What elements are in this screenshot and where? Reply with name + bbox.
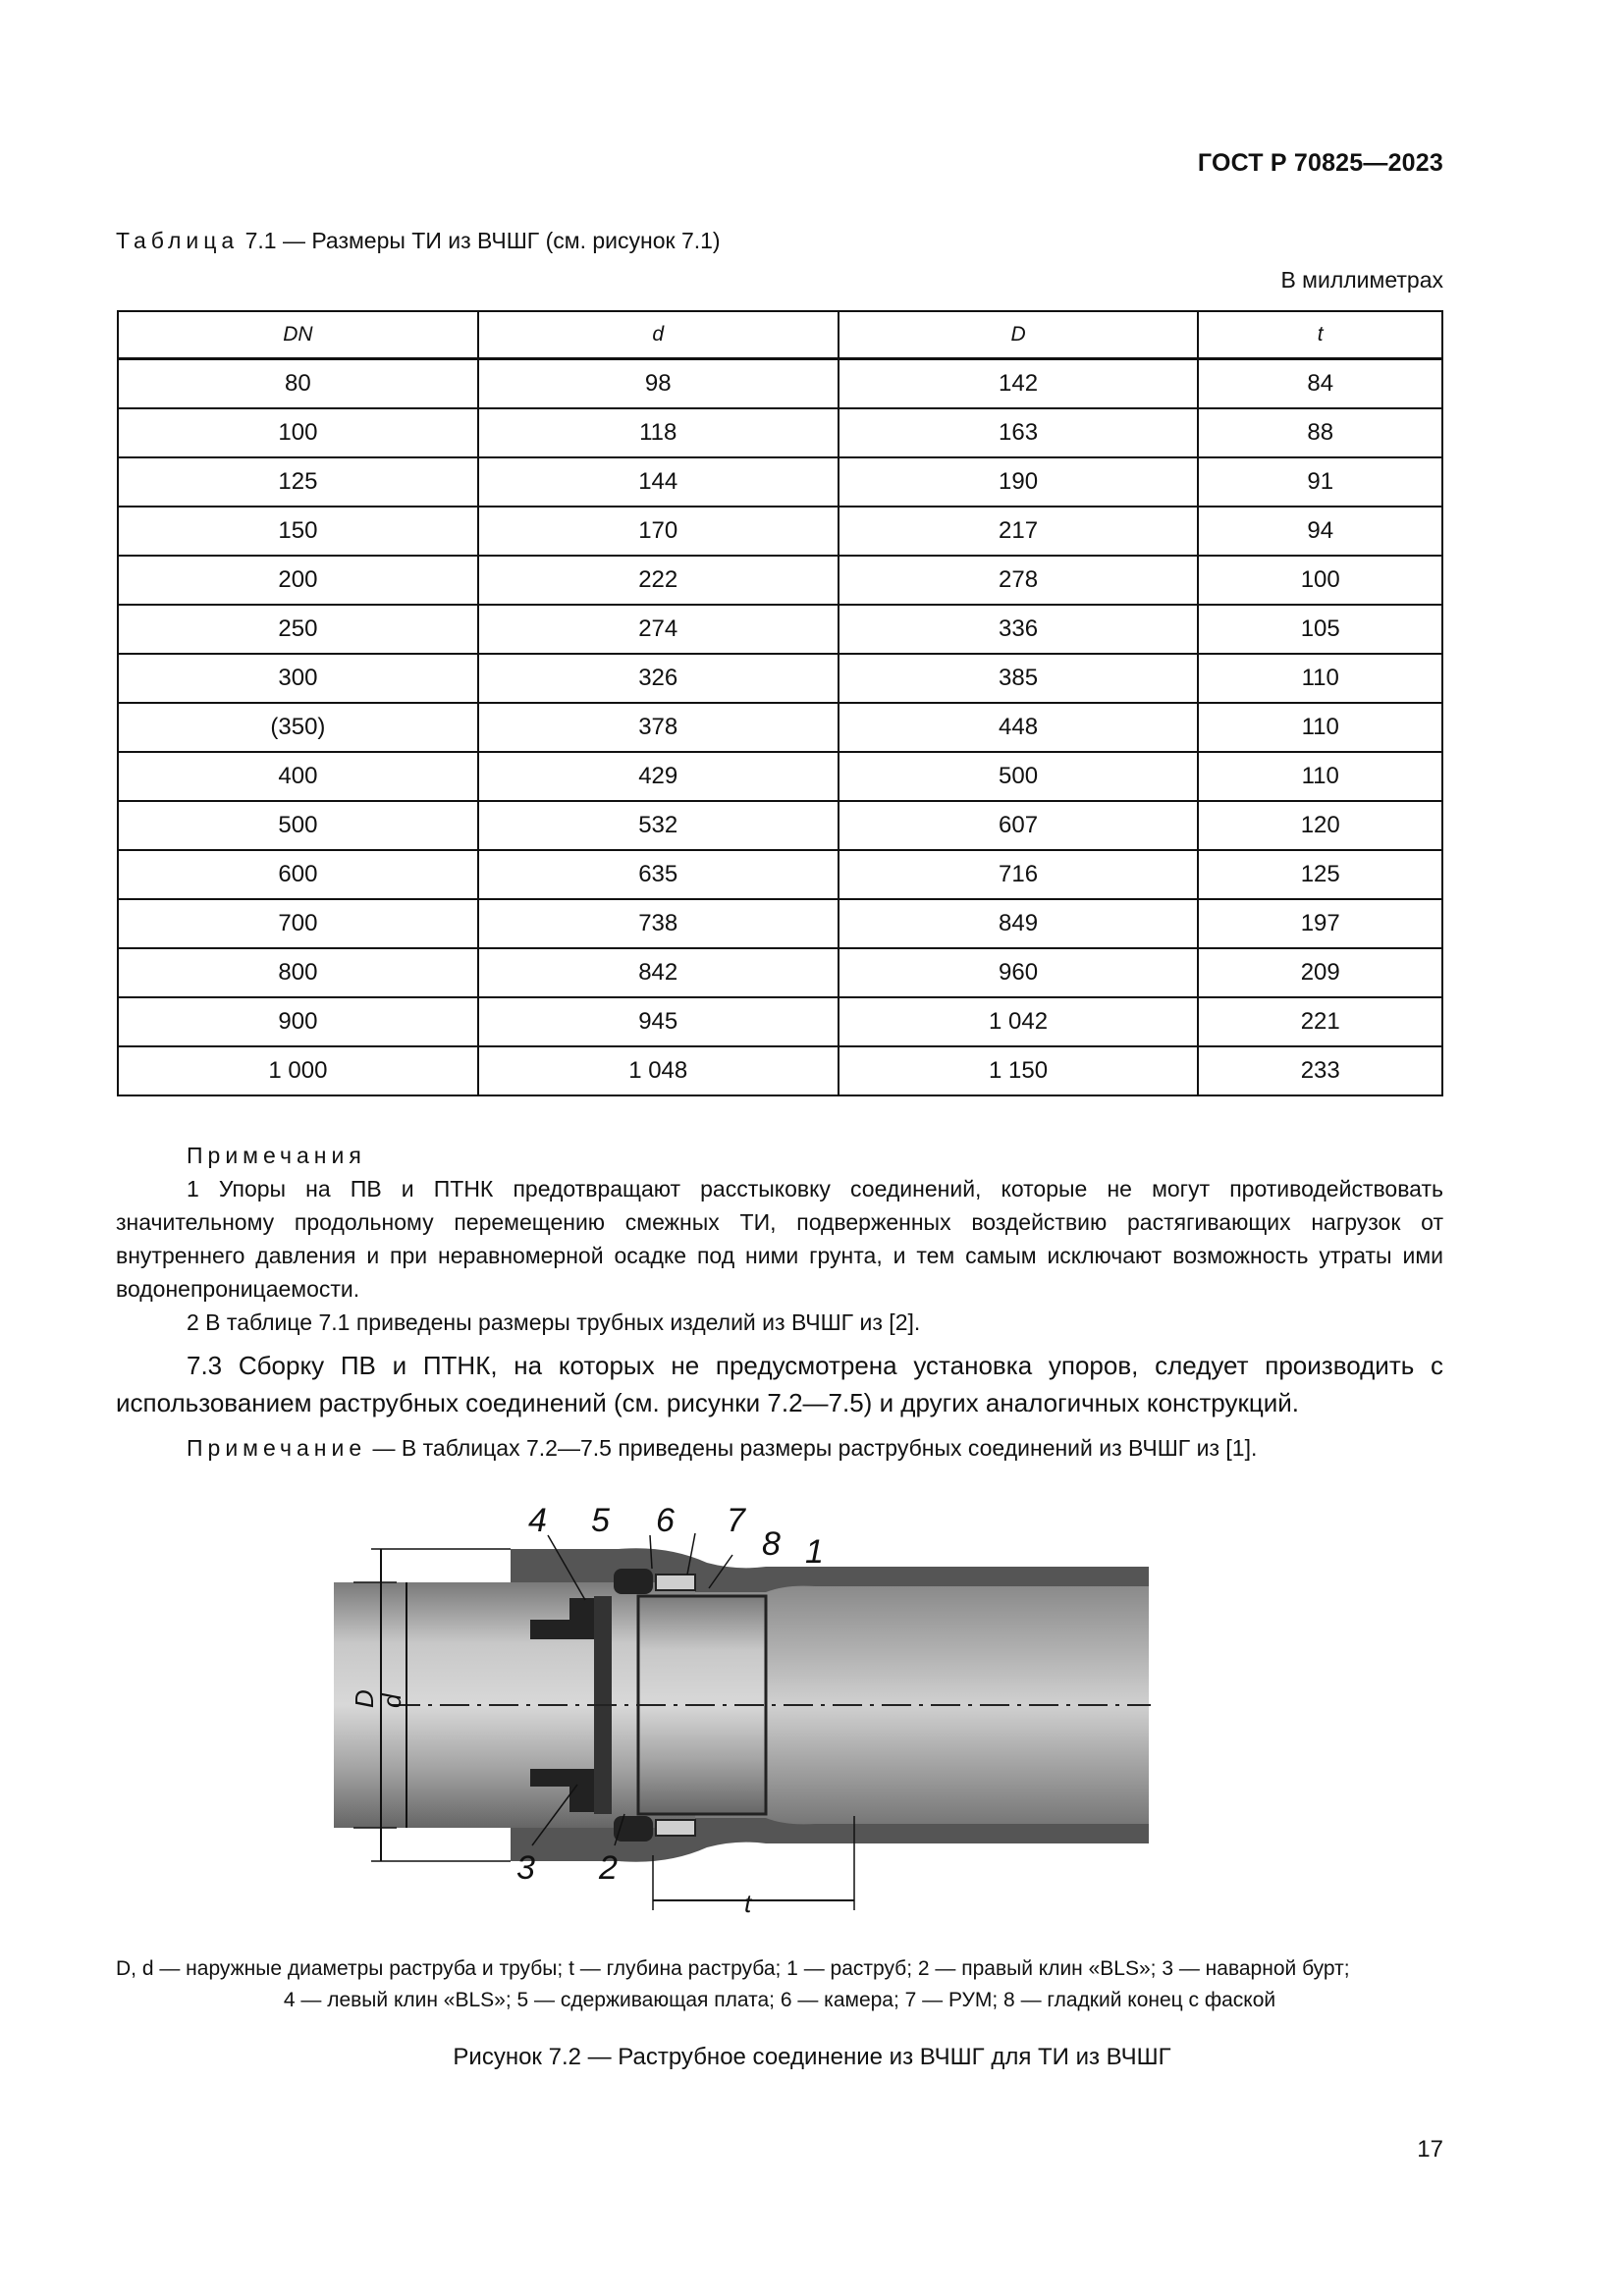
table-cell: 500 <box>839 752 1199 801</box>
table-cell: 88 <box>1198 408 1442 457</box>
table-row <box>118 605 1442 654</box>
table-cell: 1 048 <box>478 1046 839 1095</box>
table-cell: 300 <box>118 654 478 703</box>
table-row <box>118 997 1442 1046</box>
note-2: 2 В таблице 7.1 приведены размеры трубных изделий из ВЧШГ из [2]. <box>187 1309 921 1335</box>
table-cell: 532 <box>478 801 839 850</box>
document-code: ГОСТ Р 70825—2023 <box>1197 149 1443 177</box>
table-row <box>118 654 1442 703</box>
table-cell: 91 <box>1198 457 1442 507</box>
table-cell: 170 <box>478 507 839 556</box>
rum-top <box>656 1575 695 1590</box>
table-caption-label: Таблица <box>116 228 240 253</box>
table-row <box>118 850 1442 899</box>
column-header-outer-d: D <box>839 311 1199 359</box>
callout-7: 7 <box>727 1502 745 1539</box>
column-header-t: t <box>1198 311 1442 359</box>
table-cell: 98 <box>478 359 839 409</box>
table-header-row <box>118 311 1442 359</box>
callout-2: 2 <box>599 1849 618 1887</box>
table-cell: 80 <box>118 359 478 409</box>
table-cell: 336 <box>839 605 1199 654</box>
table-cell: 120 <box>1198 801 1442 850</box>
table-cell: 150 <box>118 507 478 556</box>
table-cell: 163 <box>839 408 1199 457</box>
table-cell: 716 <box>839 850 1199 899</box>
table-cell: 900 <box>118 997 478 1046</box>
table-caption-text: 7.1 — Размеры ТИ из ВЧШГ (см. рисунок 7.1) <box>244 228 721 253</box>
table-cell: 945 <box>478 997 839 1046</box>
legend-line-1: D, d — наружные диаметры раструба и трубы; t — глубина раструба; 1 — раструб; 2 — правый клин «BLS»; 3 — наварной бурт; <box>116 1957 1350 1980</box>
table-cell: 190 <box>839 457 1199 507</box>
callout-5: 5 <box>591 1502 610 1539</box>
paragraph-7-3: 7.3 Сборку ПВ и ПТНК, на которых не предусмотрена установка упоров, следует производить с использованием раструбных соединений (см. рисунки 7.2—7.5) и других аналогичных конструкций. <box>116 1351 1443 1417</box>
table-row <box>118 1046 1442 1095</box>
table-cell: 200 <box>118 556 478 605</box>
table-row <box>118 703 1442 752</box>
table-row <box>118 752 1442 801</box>
table-caption <box>116 228 721 254</box>
table-cell: 142 <box>839 359 1199 409</box>
table-cell: 635 <box>478 850 839 899</box>
rum-bottom <box>656 1820 695 1836</box>
notes-section <box>116 1139 1443 1465</box>
table-row <box>118 457 1442 507</box>
table-cell: 274 <box>478 605 839 654</box>
table-cell: 448 <box>839 703 1199 752</box>
callout-4: 4 <box>528 1502 547 1539</box>
table-row <box>118 359 1442 409</box>
table-cell: 222 <box>478 556 839 605</box>
single-note <box>116 1431 1443 1465</box>
table-cell: 110 <box>1198 703 1442 752</box>
table-cell: 607 <box>839 801 1199 850</box>
table-cell: 125 <box>1198 850 1442 899</box>
table-cell: 1 042 <box>839 997 1199 1046</box>
table-cell: 118 <box>478 408 839 457</box>
table-row <box>118 801 1442 850</box>
table-cell: 429 <box>478 752 839 801</box>
table-cell: 221 <box>1198 997 1442 1046</box>
table-cell: 960 <box>839 948 1199 997</box>
gasket-top <box>614 1569 653 1594</box>
table-cell: 500 <box>118 801 478 850</box>
table-row <box>118 556 1442 605</box>
table-cell: 233 <box>1198 1046 1442 1095</box>
table-cell: 110 <box>1198 654 1442 703</box>
table-row <box>118 948 1442 997</box>
table-cell: 84 <box>1198 359 1442 409</box>
figure-legend <box>116 1953 1443 2016</box>
legend-line-2: 4 — левый клин «BLS»; 5 — сдерживающая плата; 6 — камера; 7 — РУМ; 8 — гладкий конец с фаской <box>283 1989 1276 2011</box>
note-1: 1 Упоры на ПВ и ПТНК предотвращают расстыковку соединений, которые не могут противодействовать значительному продольному перемещению смежных ТИ, подверженных воздействию растягивающих нагрузок от внутреннего давления и при неравномерной осадке под ними грунта, и тем самым исключают возможность утраты ими водонепроницаемости. <box>116 1176 1443 1302</box>
socket-joint-figure <box>350 1502 1159 1918</box>
callout-1: 1 <box>805 1533 824 1571</box>
table-cell: 197 <box>1198 899 1442 948</box>
table-row <box>118 408 1442 457</box>
table-cell: 110 <box>1198 752 1442 801</box>
table-cell: (350) <box>118 703 478 752</box>
table-cell: 600 <box>118 850 478 899</box>
table-cell: 378 <box>478 703 839 752</box>
table-cell: 217 <box>839 507 1199 556</box>
single-note-text: — В таблицах 7.2—7.5 приведены размеры раструбных соединений из ВЧШГ из [1]. <box>366 1435 1258 1461</box>
table-cell: 278 <box>839 556 1199 605</box>
table-cell: 250 <box>118 605 478 654</box>
table-cell: 400 <box>118 752 478 801</box>
table-cell: 738 <box>478 899 839 948</box>
dim-label-outer: D <box>350 1689 379 1708</box>
table-cell: 700 <box>118 899 478 948</box>
table-cell: 1 000 <box>118 1046 478 1095</box>
column-header-dn: DN <box>118 311 478 359</box>
table-cell: 842 <box>478 948 839 997</box>
table-cell: 105 <box>1198 605 1442 654</box>
callout-8: 8 <box>762 1525 781 1563</box>
table-cell: 385 <box>839 654 1199 703</box>
single-note-label: Примечание <box>187 1435 367 1461</box>
table-body <box>118 359 1442 1096</box>
table-cell: 209 <box>1198 948 1442 997</box>
callout-3: 3 <box>516 1849 535 1887</box>
table-cell: 800 <box>118 948 478 997</box>
table-row <box>118 899 1442 948</box>
dim-label-depth: t <box>744 1889 752 1918</box>
table-cell: 326 <box>478 654 839 703</box>
table-cell: 125 <box>118 457 478 507</box>
column-header-d: d <box>478 311 839 359</box>
table-units: В миллиметрах <box>1280 267 1443 293</box>
table-cell: 94 <box>1198 507 1442 556</box>
table-cell: 1 150 <box>839 1046 1199 1095</box>
notes-heading: Примечания <box>187 1143 366 1168</box>
table-cell: 100 <box>118 408 478 457</box>
figure-title: Рисунок 7.2 — Раструбное соединение из ВЧШГ для ТИ из ВЧШГ <box>453 2044 1171 2070</box>
table-cell: 100 <box>1198 556 1442 605</box>
callout-6: 6 <box>656 1502 675 1539</box>
dimensions-table <box>117 310 1443 1096</box>
page-number: 17 <box>1417 2136 1443 2163</box>
table-cell: 144 <box>478 457 839 507</box>
table-cell: 849 <box>839 899 1199 948</box>
dim-label-inner: d <box>377 1693 406 1708</box>
table-row <box>118 507 1442 556</box>
